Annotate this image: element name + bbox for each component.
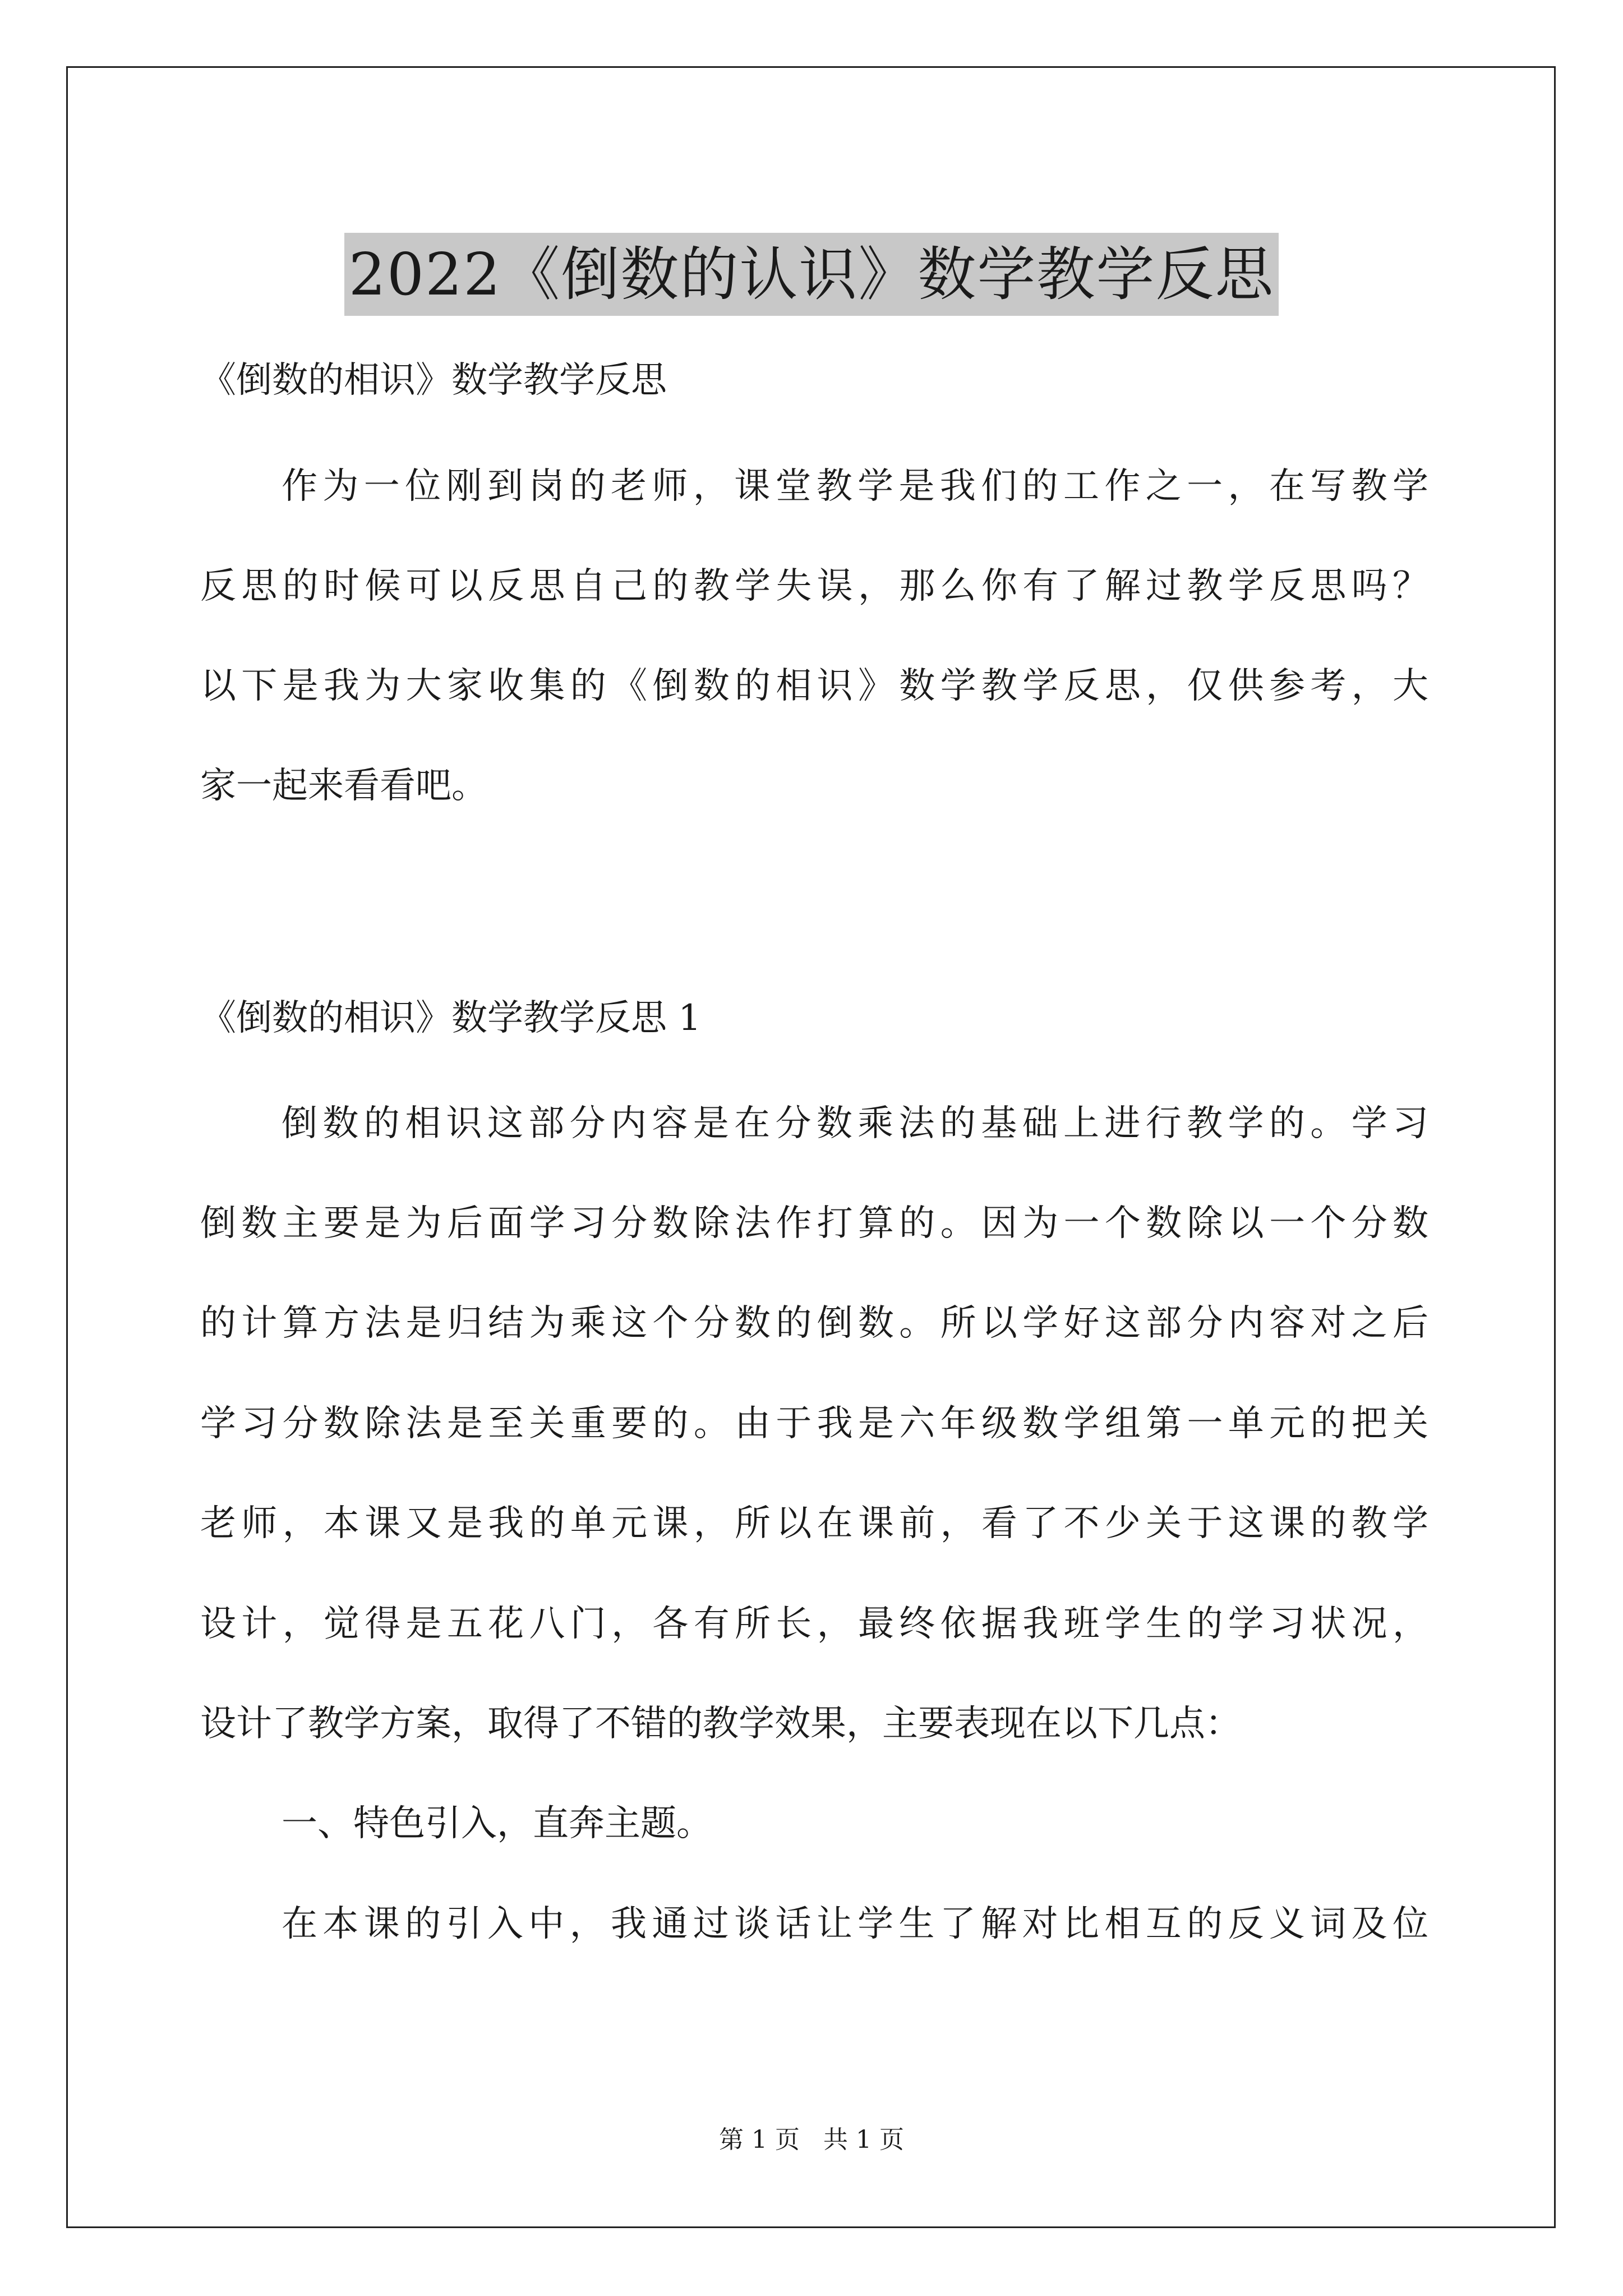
section1-line-2: 倒数主要是为后面学习分数除法作打算的。因为一个数除以一个分数 bbox=[200, 1203, 1428, 1244]
page-total: 共 1 页 bbox=[823, 2125, 904, 2154]
section1-line-4: 学习分数除法是至关重要的。由于我是六年级数学组第一单元的把关 bbox=[200, 1403, 1428, 1444]
intro-line-2: 反思的时候可以反思自己的教学失误，那么你有了解过教学反思吗？ bbox=[200, 565, 1428, 607]
section1-line-1: 倒数的相识这部分内容是在分数乘法的基础上进行教学的。学习 bbox=[282, 1103, 1428, 1144]
document-title: 2022《倒数的认识》数学教学反思 bbox=[344, 233, 1279, 316]
section1-line-7: 设计了教学方案，取得了不错的教学效果，主要表现在以下几点： bbox=[200, 1703, 1241, 1745]
intro-line-4: 家一起来看看吧。 bbox=[200, 765, 487, 807]
page-footer bbox=[0, 2123, 1623, 2157]
section-heading-1: 《倒数的相识》数学教学反思 1 bbox=[200, 997, 702, 1039]
point-1-heading: 一、特色引入，直奔主题。 bbox=[282, 1803, 712, 1844]
section1-line-3: 的计算方法是归结为乘这个分数的倒数。所以学好这部分内容对之后 bbox=[200, 1303, 1428, 1344]
intro-line-1: 作为一位刚到岗的老师，课堂教学是我们的工作之一，在写教学 bbox=[282, 466, 1428, 507]
page-number: 第 1 页 bbox=[719, 2125, 800, 2154]
title-container bbox=[0, 194, 1623, 355]
subtitle: 《倒数的相识》数学教学反思 bbox=[200, 360, 667, 401]
section1-line-5: 老师，本课又是我的单元课，所以在课前，看了不少关于这课的教学 bbox=[200, 1503, 1428, 1544]
intro-line-3: 以下是我为大家收集的《倒数的相识》数学教学反思，仅供参考，大 bbox=[200, 665, 1428, 707]
section1-line-6: 设计，觉得是五花八门，各有所长，最终依据我班学生的学习状况， bbox=[200, 1603, 1428, 1645]
point-1-line-1: 在本课的引入中，我通过谈话让学生了解对比相互的反义词及位 bbox=[282, 1903, 1428, 1945]
